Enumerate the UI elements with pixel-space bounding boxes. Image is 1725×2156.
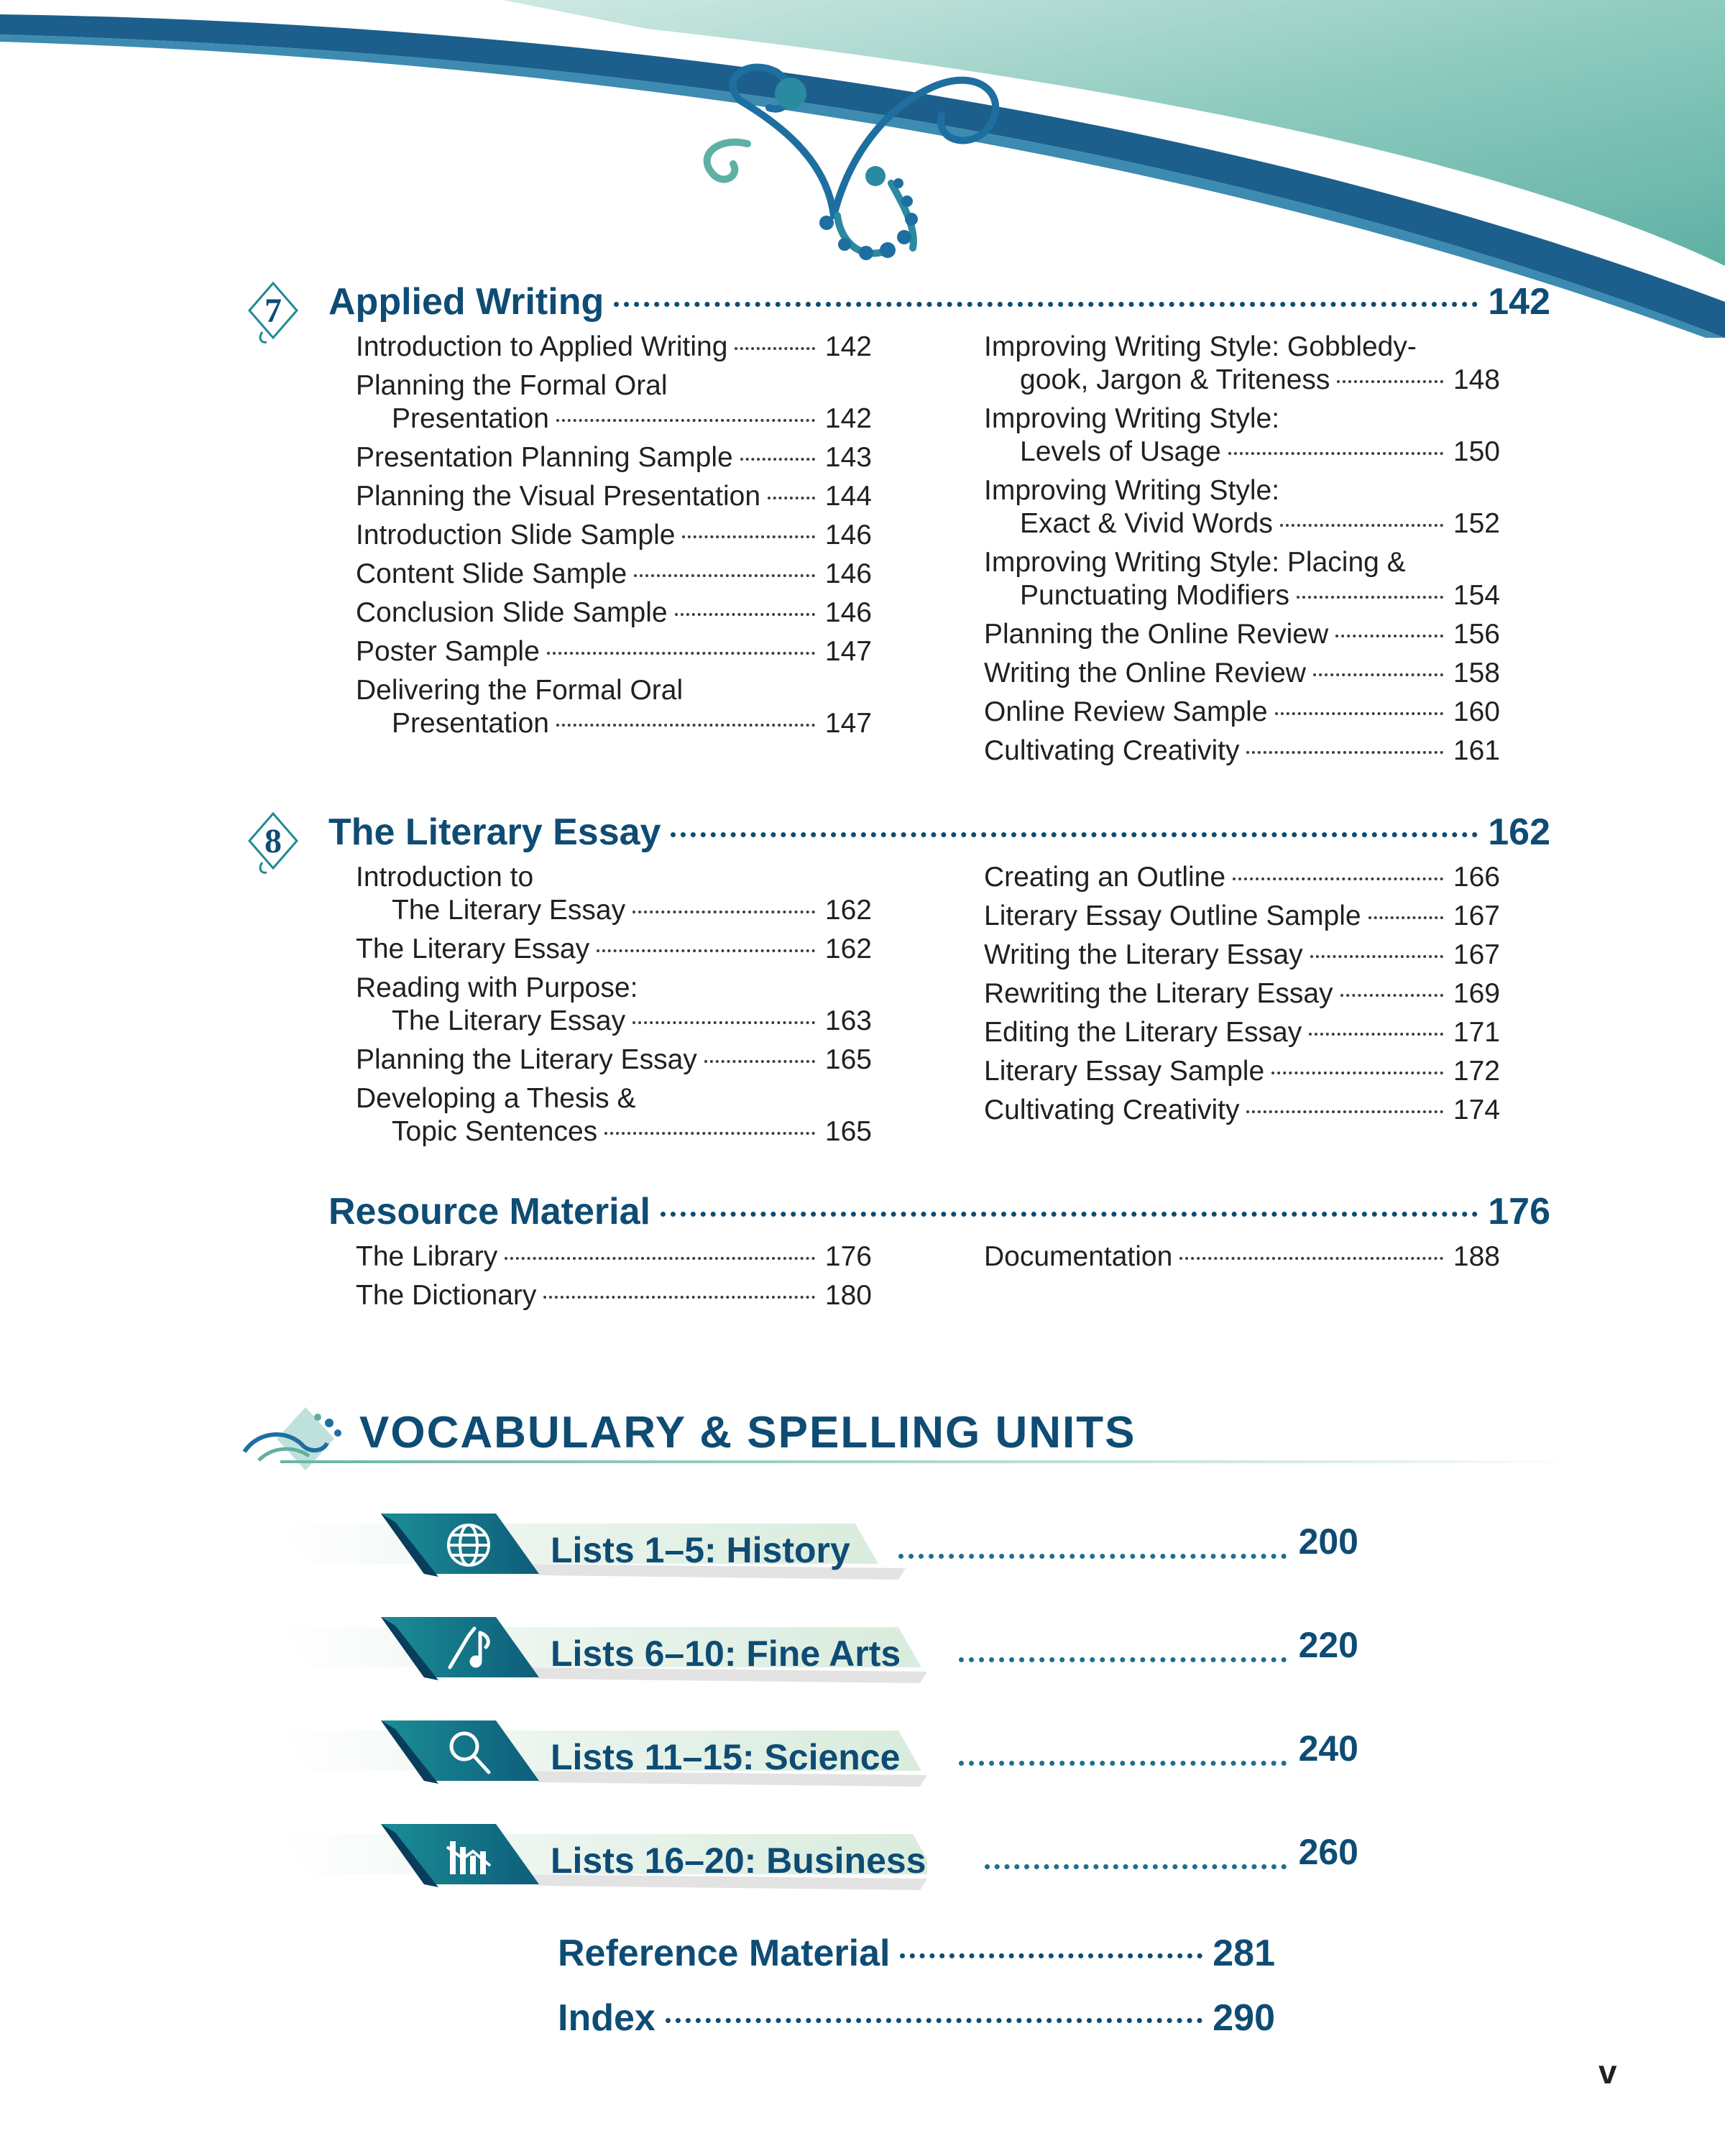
toc-entry-label: Creating an Outline [984, 862, 1226, 893]
chapter-number: 7 [264, 292, 282, 330]
toc-entry-page: 180 [824, 1280, 872, 1311]
toc-entry-label: Reading with Purpose: [356, 972, 638, 1003]
toc-entry-label: Improving Writing Style: Placing & [984, 547, 1406, 578]
toc-entry[interactable] [356, 1279, 872, 1312]
leader-dots [735, 347, 815, 350]
toc-entry[interactable] [984, 977, 1500, 1010]
toc-entry-label: Improving Writing Style: [984, 403, 1280, 434]
toc-entry-label: Presentation [392, 403, 549, 434]
toc-entry[interactable] [356, 596, 872, 630]
toc-entry-label: Introduction to Applied Writing [356, 331, 728, 362]
vocab-unit-business[interactable] [280, 1818, 1358, 1897]
toc-entry-page: 174 [1453, 1095, 1500, 1125]
toc-entry-page: 165 [824, 1044, 872, 1075]
leader-dots [547, 652, 815, 655]
toc-entry[interactable] [984, 618, 1500, 651]
toc-entry-page: 162 [824, 895, 872, 926]
toc-entry-label: Improving Writing Style: Gobbledy- [984, 331, 1417, 362]
leader-dots [682, 535, 814, 538]
toc-entry-label: The Library [356, 1241, 498, 1272]
toc-entry-label: gook, Jargon & Triteness [1020, 364, 1330, 395]
leader-dots [556, 419, 815, 422]
chapter-8-section [248, 811, 1550, 1147]
toc-entry-page: 162 [824, 934, 872, 964]
toc-entry[interactable] [356, 369, 872, 436]
toc-entry-page: 147 [824, 708, 872, 739]
leader-dots [1309, 1033, 1443, 1036]
toc-entry-page: 144 [824, 481, 872, 512]
toc-entry-label: Writing the Online Review [984, 658, 1306, 688]
toc-entry[interactable] [984, 900, 1500, 933]
toc-entry[interactable] [356, 441, 872, 474]
leader-dots [1337, 380, 1443, 383]
toc-entry-page: 160 [1453, 696, 1500, 727]
toc-entry[interactable] [984, 474, 1500, 540]
back-matter-label: Reference Material [558, 1932, 891, 1974]
leader-dots [1246, 1110, 1443, 1113]
toc-entry-page: 171 [1453, 1017, 1500, 1048]
index-entry[interactable] [558, 1996, 1275, 2040]
toc-entry-page: 188 [1453, 1241, 1500, 1272]
toc-entry-label: Poster Sample [356, 636, 540, 667]
toc-entry-label: Documentation [984, 1241, 1173, 1272]
leader-dots [505, 1257, 815, 1260]
back-matter-page: 290 [1213, 1997, 1275, 2039]
toc-entry[interactable] [984, 402, 1500, 469]
leader-dots [1233, 877, 1443, 880]
toc-entry-label: Punctuating Modifiers [1020, 580, 1290, 611]
toc-entry[interactable] [356, 1044, 872, 1077]
toc-entry-label: Writing the Literary Essay [984, 939, 1303, 970]
chapter-title[interactable]: Applied Writing [328, 281, 604, 323]
leader-dots [1280, 524, 1443, 527]
toc-entry[interactable] [356, 331, 872, 364]
toc-entry-page: 172 [1453, 1056, 1500, 1087]
toc-column-left [356, 331, 872, 773]
section-title[interactable]: Resource Material [328, 1191, 650, 1233]
leader-dots [1246, 751, 1443, 754]
leader-dots [604, 1132, 815, 1135]
toc-column-left [356, 1240, 872, 1318]
toc-entry-page: 152 [1453, 508, 1500, 539]
toc-entry-page: 167 [1453, 939, 1500, 970]
vocabulary-title: VOCABULARY & SPELLING UNITS [359, 1408, 1136, 1457]
back-matter-label: Index [558, 1997, 656, 2039]
leader-dots [1368, 916, 1443, 919]
leader-dots [704, 1060, 815, 1063]
toc-entry-label: The Literary Essay [356, 934, 590, 964]
toc-entry-page: 166 [1453, 862, 1500, 893]
heading-rule [280, 1460, 1574, 1463]
toc-entry-label: Planning the Formal Oral [356, 370, 668, 401]
toc-entry-label: Content Slide Sample [356, 558, 627, 589]
chapter-page-number: 162 [1488, 811, 1550, 853]
toc-entry[interactable] [356, 972, 872, 1038]
leader-dots [675, 613, 815, 616]
leader-dots [634, 574, 815, 577]
toc-entry[interactable] [356, 674, 872, 740]
leader-dots [898, 1554, 1287, 1559]
leader-dots [1297, 596, 1443, 599]
toc-entry[interactable] [984, 1094, 1500, 1127]
leader-dots [1228, 452, 1443, 455]
leader-dots [597, 949, 815, 952]
vocab-unit-label: Lists 16–20: Business [551, 1841, 926, 1881]
toc-entry-page: 167 [1453, 900, 1500, 931]
toc-entry[interactable] [984, 546, 1500, 612]
toc-entry-label: Introduction Slide Sample [356, 520, 676, 550]
toc-entry[interactable] [984, 331, 1500, 397]
toc-entry-page: 148 [1453, 364, 1500, 395]
leader-dots [1275, 712, 1443, 715]
vocab-unit-page: 200 [1298, 1521, 1358, 1562]
leader-dots [740, 458, 815, 461]
toc-entry[interactable] [984, 1016, 1500, 1049]
toc-entry-page: 143 [824, 442, 872, 473]
back-matter-page: 281 [1213, 1932, 1275, 1974]
leader-dots [1271, 1072, 1443, 1074]
toc-entry-page: 150 [1453, 436, 1500, 467]
toc-entry-label: Rewriting the Literary Essay [984, 978, 1333, 1009]
toc-entry[interactable] [356, 861, 872, 927]
vocab-unit-fine-arts[interactable] [280, 1611, 1358, 1690]
toc-entry-label: Cultivating Creativity [984, 735, 1240, 766]
toc-entry[interactable] [356, 1082, 872, 1148]
vocab-unit-page: 220 [1298, 1625, 1358, 1665]
vocab-unit-label: Lists 1–5: History [551, 1530, 850, 1570]
toc-entry-page: 146 [824, 558, 872, 589]
leader-dots [900, 1953, 1202, 1958]
leader-dots [985, 1864, 1287, 1869]
vocab-unit-page: 260 [1298, 1832, 1358, 1872]
vocab-unit-page: 240 [1298, 1728, 1358, 1769]
toc-entry[interactable] [984, 861, 1500, 894]
toc-entry-label: Improving Writing Style: [984, 475, 1280, 506]
leader-dots [1179, 1257, 1443, 1260]
toc-entry-label: Conclusion Slide Sample [356, 597, 668, 628]
toc-entry-page: 142 [824, 403, 872, 434]
toc-entry-label: Topic Sentences [392, 1116, 598, 1147]
chapter-7-section [248, 280, 1550, 766]
toc-entry[interactable] [356, 1240, 872, 1273]
toc-column-right [984, 1240, 1500, 1318]
toc-entry-label: Literary Essay Sample [984, 1056, 1265, 1087]
leader-dots [661, 1212, 1478, 1217]
vocab-unit-history[interactable] [280, 1508, 1358, 1587]
toc-entry-page: 146 [824, 597, 872, 628]
toc-entry[interactable] [356, 635, 872, 668]
toc-entry-label: Delivering the Formal Oral [356, 675, 684, 706]
toc-entry-page: 158 [1453, 658, 1500, 688]
toc-entry-page: 163 [824, 1005, 872, 1036]
toc-entry-page: 169 [1453, 978, 1500, 1009]
toc-entry-label: Presentation [392, 708, 549, 739]
toc-entry[interactable] [356, 519, 872, 552]
leader-dots [666, 2018, 1202, 2023]
toc-column-right [984, 331, 1500, 773]
toc-entry-label: Literary Essay Outline Sample [984, 900, 1361, 931]
toc-entry-label: Editing the Literary Essay [984, 1017, 1302, 1048]
toc-entry[interactable] [356, 558, 872, 591]
leader-dots [632, 911, 815, 913]
toc-column-left [356, 861, 872, 1154]
leader-dots [1310, 955, 1443, 958]
toc-entry[interactable] [984, 657, 1500, 690]
leader-dots [1335, 635, 1443, 637]
toc-entry-label: Planning the Literary Essay [356, 1044, 697, 1075]
toc-entry-page: 165 [824, 1116, 872, 1147]
toc-entry-page: 154 [1453, 580, 1500, 611]
leader-dots [959, 1761, 1287, 1766]
toc-entry-page: 146 [824, 520, 872, 550]
chapter-page-number: 142 [1488, 281, 1550, 323]
vocab-unit-label: Lists 6–10: Fine Arts [551, 1634, 901, 1674]
toc-entry-label: Planning the Online Review [984, 619, 1329, 650]
leader-dots [1340, 994, 1443, 997]
reference-material-entry[interactable] [558, 1932, 1275, 1975]
leader-dots [556, 724, 815, 727]
chapter-number-diamond-icon [248, 282, 298, 344]
toc-entry-label: Levels of Usage [1020, 436, 1221, 467]
toc-entry[interactable] [984, 734, 1500, 768]
toc-entry-label: Exact & Vivid Words [1020, 508, 1273, 539]
toc-entry-page: 176 [824, 1241, 872, 1272]
toc-entry[interactable] [984, 1240, 1500, 1273]
page-folio: v [1598, 2053, 1617, 2091]
leader-dots [768, 497, 815, 499]
leader-dots [959, 1657, 1287, 1662]
toc-entry-page: 156 [1453, 619, 1500, 650]
toc-entry[interactable] [984, 939, 1500, 972]
chapter-number: 8 [264, 822, 282, 860]
toc-entry-page: 142 [824, 331, 872, 362]
toc-entry-label: Developing a Thesis & [356, 1083, 636, 1114]
leader-dots [632, 1021, 815, 1024]
toc-entry-label: Planning the Visual Presentation [356, 481, 761, 512]
resource-material-section [248, 1190, 1550, 1311]
toc-entry-label: Online Review Sample [984, 696, 1268, 727]
toc-entry-page: 147 [824, 636, 872, 667]
leader-dots [671, 832, 1478, 837]
toc-entry[interactable] [984, 1055, 1500, 1088]
toc-entry-page: 161 [1453, 735, 1500, 766]
toc-entry-label: The Literary Essay [392, 895, 626, 926]
toc-entry[interactable] [984, 696, 1500, 729]
chapter-title[interactable]: The Literary Essay [328, 811, 661, 853]
toc-entry-label: The Literary Essay [392, 1005, 626, 1036]
vocab-unit-label: Lists 11–15: Science [551, 1737, 901, 1777]
chapter-number-diamond-icon [248, 812, 298, 874]
vocabulary-heading [237, 1401, 1574, 1466]
toc-entry[interactable] [356, 480, 872, 513]
toc-entry-label: The Dictionary [356, 1280, 537, 1311]
toc-column-right [984, 861, 1500, 1154]
leader-dots [543, 1296, 814, 1299]
toc-entry-label: Cultivating Creativity [984, 1095, 1240, 1125]
toc-entry-label: Presentation Planning Sample [356, 442, 733, 473]
vocab-unit-science[interactable] [280, 1715, 1358, 1794]
leader-dots [1313, 673, 1443, 676]
toc-entry[interactable] [356, 933, 872, 966]
toc-entry-label: Introduction to [356, 862, 534, 893]
leader-dots [614, 302, 1478, 307]
section-page-number: 176 [1488, 1191, 1550, 1233]
